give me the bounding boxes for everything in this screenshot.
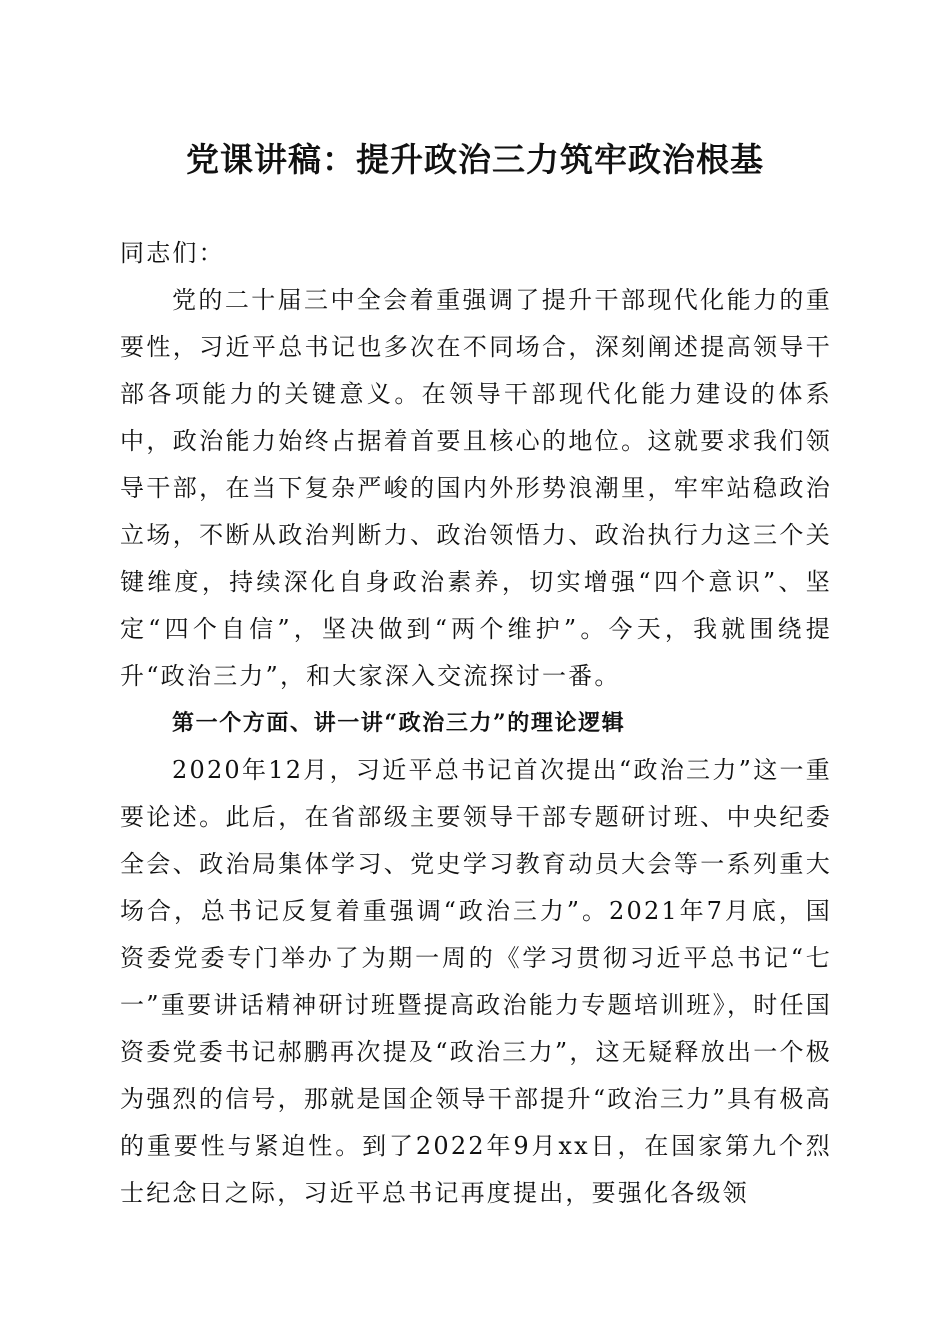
document-title: 党课讲稿：提升政治三力筑牢政治根基 xyxy=(186,140,764,179)
body-paragraph: 党的二十届三中全会着重强调了提升干部现代化能力的重要性，习近平总书记也多次在不同场合，深刻阐述提高领导干部各项能力的关键意义。在领导干部现代化能力建设的体系中，政治能力始终占据着首要且核心的地位。这就要求我们领导干部，在当下复杂严峻的国内外形势浪潮里，牢牢站稳政治立场，不断从政治判断力、政治领悟力、政治执行力这三个关键维度，持续深化自身政治素养，切实增强“四个意识”、坚定“四个自信”，坚决做到“两个维护”。今天，我就围绕提升“政治三力”，和大家深入交流探讨一番。 xyxy=(120,286,832,690)
document-body xyxy=(120,230,832,1217)
salutation: 同志们： xyxy=(120,239,225,267)
body-paragraph: 2020年12月，习近平总书记首次提出“政治三力”这一重要论述。此后，在省部级主要领导干部专题研讨班、中央纪委全会、政治局集体学习、党史学习教育动员大会等一系列重大场合，总书记反复着重强调“政治三力”。2021年7月底，国资委党委专门举办了为期一周的《学习贯彻习近平总书记“七一”重要讲话精神研讨班暨提高政治能力专题培训班》，时任国资委党委书记郝鹏再次提及“政治三力”，这无疑释放出一个极为强烈的信号，那就是国企领导干部提升“政治三力”具有极高的重要性与紧迫性。到了2022年9月xx日，在国家第九个烈士纪念日之际，习近平总书记再度提出，要强化各级领 xyxy=(120,756,832,1207)
section-heading: 第一个方面、讲一讲“政治三力”的理论逻辑 xyxy=(172,710,626,736)
